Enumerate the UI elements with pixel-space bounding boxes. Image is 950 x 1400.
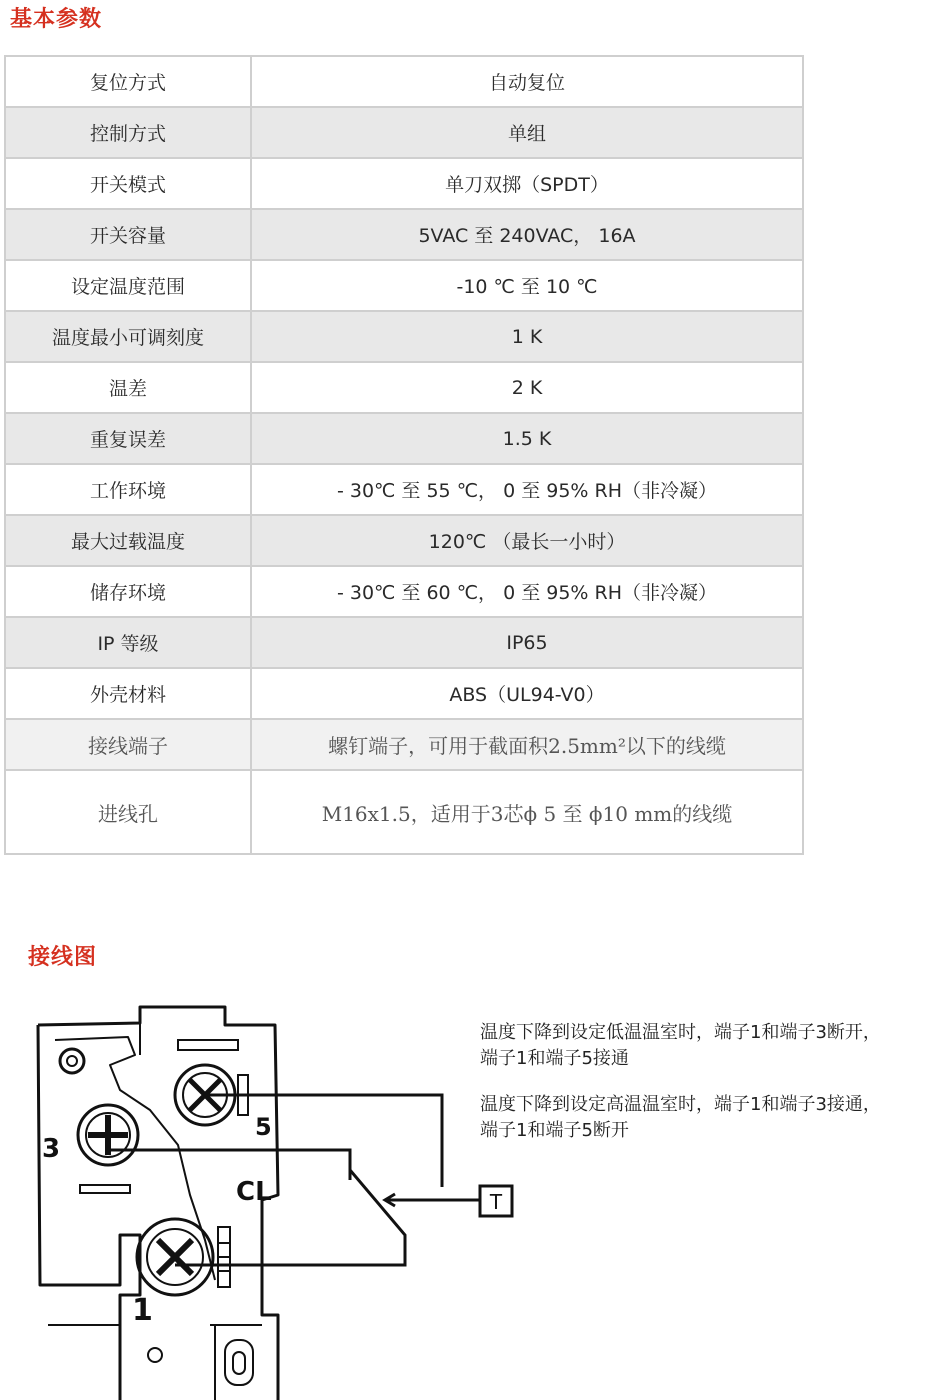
terminal-label-5: 5 bbox=[255, 1113, 272, 1141]
wiring-diagram bbox=[0, 995, 530, 1400]
terminal-label-cl: CL bbox=[236, 1177, 272, 1207]
spec-key: 接线端子 bbox=[5, 719, 251, 770]
table-row bbox=[5, 566, 803, 617]
spec-key: 开关容量 bbox=[5, 209, 251, 260]
spec-value: 螺钉端子，可用于截面积2.5mm²以下的线缆 bbox=[251, 719, 803, 770]
spec-value: M16x1.5，适用于3芯ϕ 5 至 ϕ10 mm的线缆 bbox=[251, 770, 803, 854]
mounting-hole-icon bbox=[148, 1348, 162, 1362]
spec-key: 重复误差 bbox=[5, 413, 251, 464]
table-row bbox=[5, 668, 803, 719]
spec-key: 控制方式 bbox=[5, 107, 251, 158]
mounting-hole-icon bbox=[60, 1049, 84, 1073]
spec-value: - 30℃ 至 60 ℃， 0 至 95% RH（非冷凝） bbox=[251, 566, 803, 617]
terminal-label-3: 3 bbox=[42, 1134, 61, 1164]
terminal-label-1: 1 bbox=[132, 1293, 153, 1328]
spec-value: -10 ℃ 至 10 ℃ bbox=[251, 260, 803, 311]
spec-key: 温差 bbox=[5, 362, 251, 413]
table-row bbox=[5, 158, 803, 209]
spec-value: 1.5 K bbox=[251, 413, 803, 464]
spec-key: 开关模式 bbox=[5, 158, 251, 209]
table-row bbox=[5, 719, 803, 770]
spec-key: 外壳材料 bbox=[5, 668, 251, 719]
wiring-note-2-line-1: 温度下降到设定高温温室时，端子1和端子3接通， bbox=[480, 1094, 881, 1115]
screw-terminal-5-icon bbox=[175, 1040, 248, 1125]
spec-key: 温度最小可调刻度 bbox=[5, 311, 251, 362]
wiring-note-1 bbox=[480, 1020, 950, 1072]
table-row bbox=[5, 617, 803, 668]
section-title-params: 基本参数 bbox=[10, 7, 103, 32]
spec-key: 工作环境 bbox=[5, 464, 251, 515]
table-row bbox=[5, 770, 803, 854]
table-row bbox=[5, 56, 803, 107]
housing-outline bbox=[38, 1025, 140, 1400]
spec-value: IP65 bbox=[251, 617, 803, 668]
spec-value: 2 K bbox=[251, 362, 803, 413]
table-row bbox=[5, 515, 803, 566]
spec-value: 1 K bbox=[251, 311, 803, 362]
screw-terminal-1-icon bbox=[137, 1219, 230, 1295]
spec-key: 进线孔 bbox=[5, 770, 251, 854]
spec-key: 储存环境 bbox=[5, 566, 251, 617]
table-row bbox=[5, 260, 803, 311]
section-title-wiring: 接线图 bbox=[28, 945, 98, 970]
switch-wiring bbox=[108, 1095, 480, 1265]
spec-value: 单刀双掷（SPDT） bbox=[251, 158, 803, 209]
spec-key: IP 等级 bbox=[5, 617, 251, 668]
spec-key: 复位方式 bbox=[5, 56, 251, 107]
sensor-label: T bbox=[489, 1190, 503, 1214]
wiring-note-1-line-2: 端子1和端子5接通 bbox=[480, 1048, 629, 1069]
spec-value: 5VAC 至 240VAC， 16A bbox=[251, 209, 803, 260]
spec-key: 设定温度范围 bbox=[5, 260, 251, 311]
table-row bbox=[5, 362, 803, 413]
wiring-note-1-line-1: 温度下降到设定低温温室时，端子1和端子3断开， bbox=[480, 1022, 881, 1043]
wiring-note-2 bbox=[480, 1092, 950, 1144]
table-row bbox=[5, 311, 803, 362]
wiring-note-2-line-2: 端子1和端子5断开 bbox=[480, 1120, 629, 1141]
spec-value: 自动复位 bbox=[251, 56, 803, 107]
spec-value: ABS（UL94-V0） bbox=[251, 668, 803, 719]
table-row bbox=[5, 413, 803, 464]
spec-table bbox=[4, 55, 804, 855]
spec-key: 最大过载温度 bbox=[5, 515, 251, 566]
table-row bbox=[5, 464, 803, 515]
spec-value: - 30℃ 至 55 ℃， 0 至 95% RH（非冷凝） bbox=[251, 464, 803, 515]
spec-value: 单组 bbox=[251, 107, 803, 158]
spec-value: 120℃ （最长一小时） bbox=[251, 515, 803, 566]
table-row bbox=[5, 209, 803, 260]
table-row bbox=[5, 107, 803, 158]
